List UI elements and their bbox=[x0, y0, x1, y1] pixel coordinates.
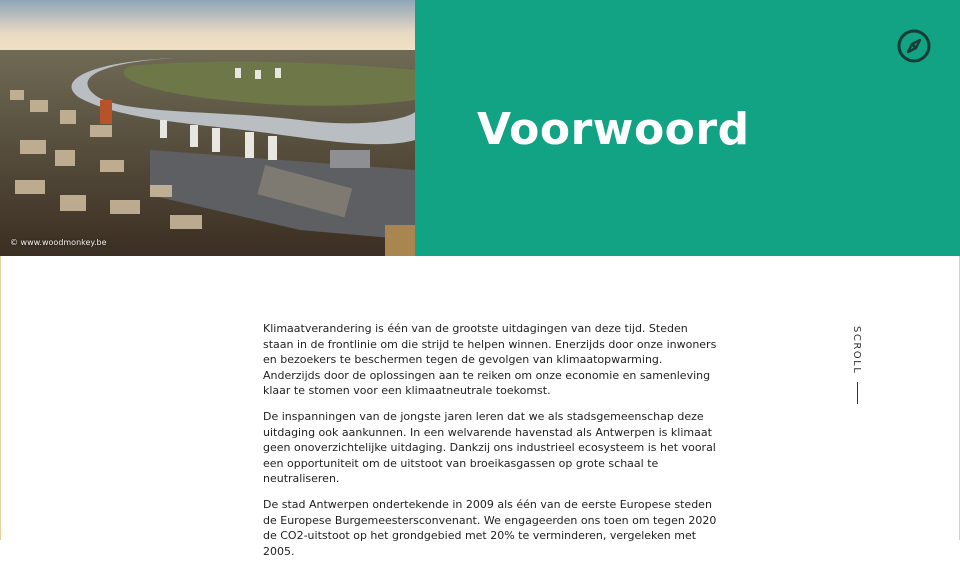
aerial-city-photo bbox=[0, 0, 415, 256]
hero-photo bbox=[0, 0, 415, 256]
compass-icon[interactable] bbox=[897, 29, 931, 63]
scroll-label: SCROLL bbox=[851, 326, 862, 375]
paragraph: De inspanningen van de jongste jaren leren dat we als stadsgemeenschap deze uitdaging ook aankunnen. In een welvarende havenstad als Antwerpen is klimaat geen onoverzichtelijke uitdaging. Dankzij ons industrieel ecosysteem is het vooral een opportuniteit om de uitstoot van broeikasgassen op grote schaal te neutraliseren. bbox=[263, 409, 716, 486]
scroll-line bbox=[857, 382, 858, 404]
page-title: Voorwoord bbox=[477, 104, 750, 155]
hero-title-panel bbox=[415, 0, 960, 256]
photo-credit: © www.woodmonkey.be bbox=[10, 238, 107, 247]
hero-section bbox=[0, 0, 960, 256]
paragraph: De stad Antwerpen ondertekende in 2009 als één van de eerste Europese steden de Europese Burgemeestersconvenant. We engageerden ons toen om tegen 2020 de CO2-uitstoot op het grondgebied met 20% te verminderen, vergeleken met 2005. bbox=[263, 497, 717, 558]
article-body bbox=[263, 321, 721, 569]
paragraph: Klimaatverandering is één van de grootste uitdagingen van deze tijd. Steden staan in de frontlinie om die strijd te helpen winnen. Enerzijds door onze inwoners en bezoekers te beschermen tegen de gevolgen van klimaatopwarming. Anderzijds door de oplossingen aan te reiken om onze economie en samenleving klaar te stomen voor een klimaatneutrale toekomst. bbox=[263, 322, 717, 398]
